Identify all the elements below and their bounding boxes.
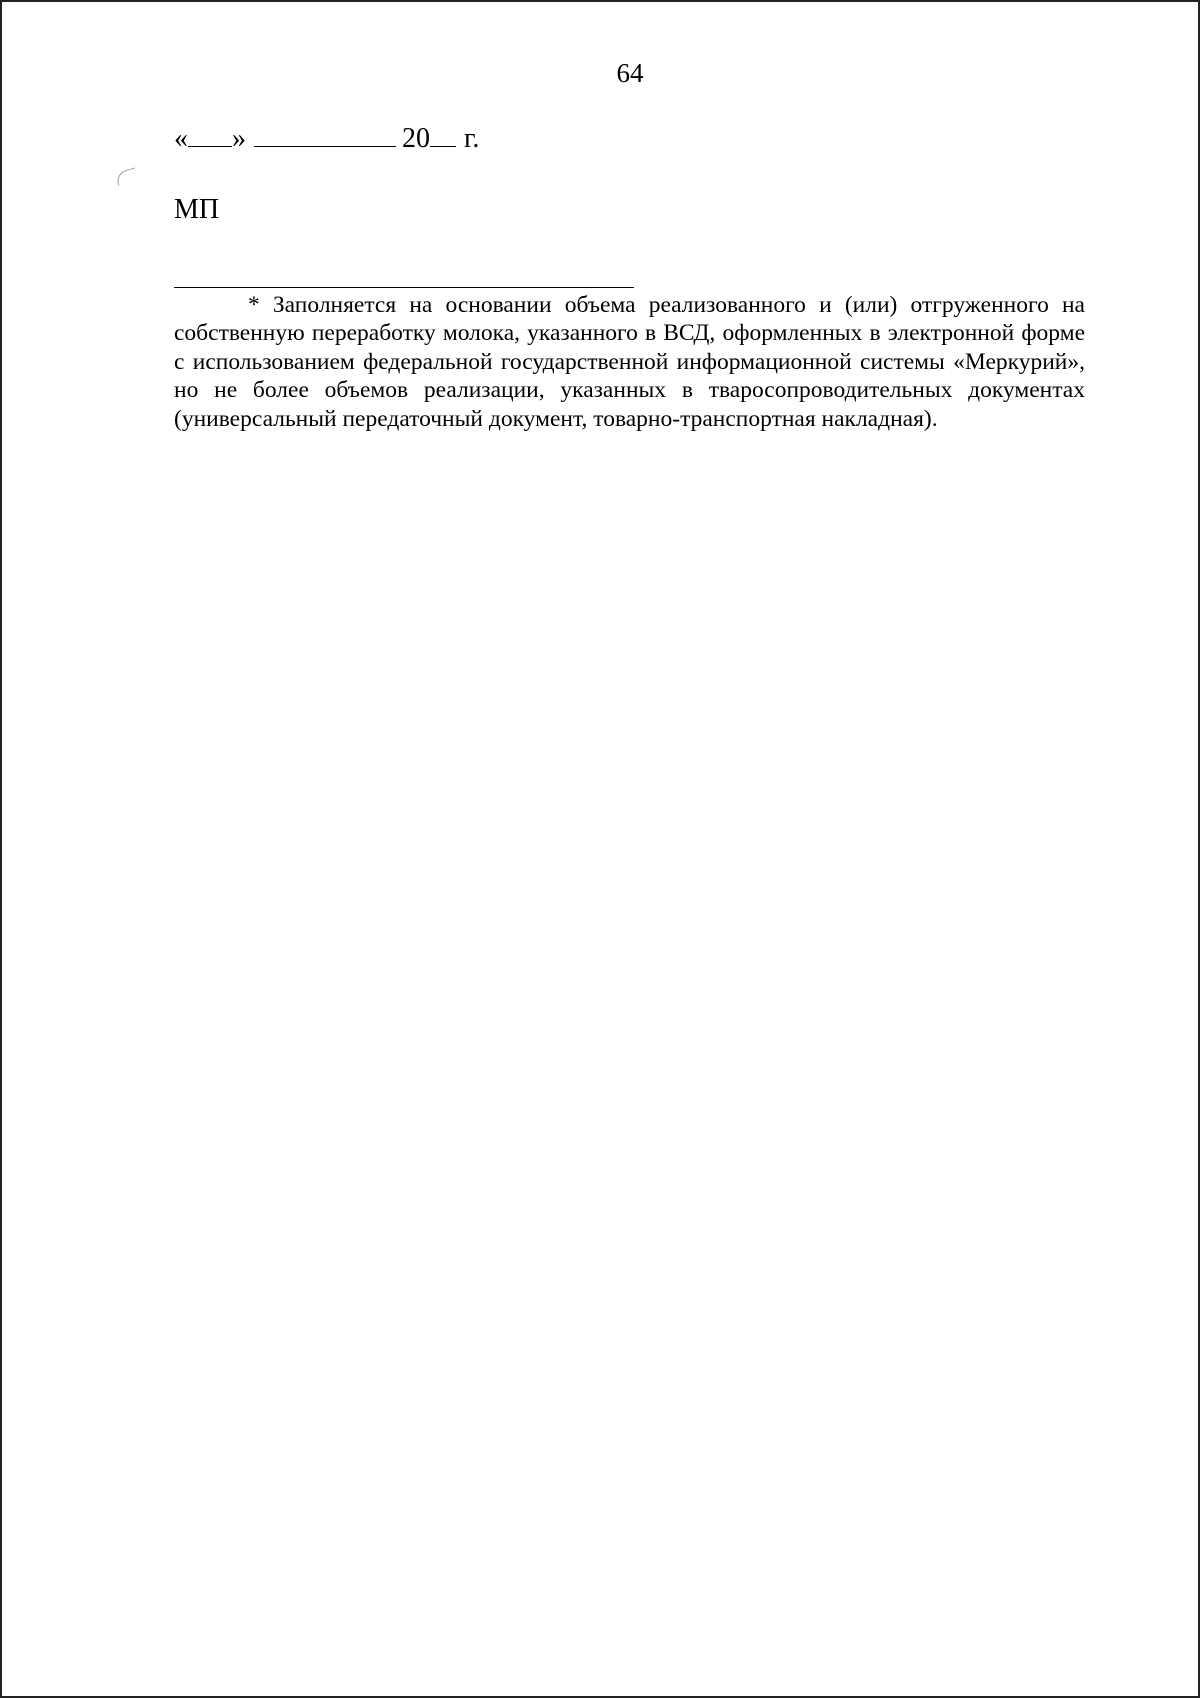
date-fill-line [174,122,479,153]
scan-mark [115,167,139,185]
date-open-quote: « [174,123,188,154]
footnote-text: * Заполняется на основании объема реализованного и (или) отгруженного на собственную переработку молока, указанного в ВСД, оформленных в электронной форме с использованием федеральной государственной информационной системы «Меркурий», но не более объемов реализации, указанных в тваросопроводительных документах (универсальный передаточный документ, товарно-транспортная накладная). [174,292,1085,432]
footnote-separator [174,287,634,288]
day-blank [188,122,232,147]
seal-placeholder-label: МП [174,194,220,225]
year-blank [430,122,456,147]
page-number: 64 [616,58,644,88]
month-blank [254,122,396,147]
date-close-quote: » [232,123,246,154]
year-suffix: г. [464,123,480,154]
year-prefix: 20 [402,123,430,154]
